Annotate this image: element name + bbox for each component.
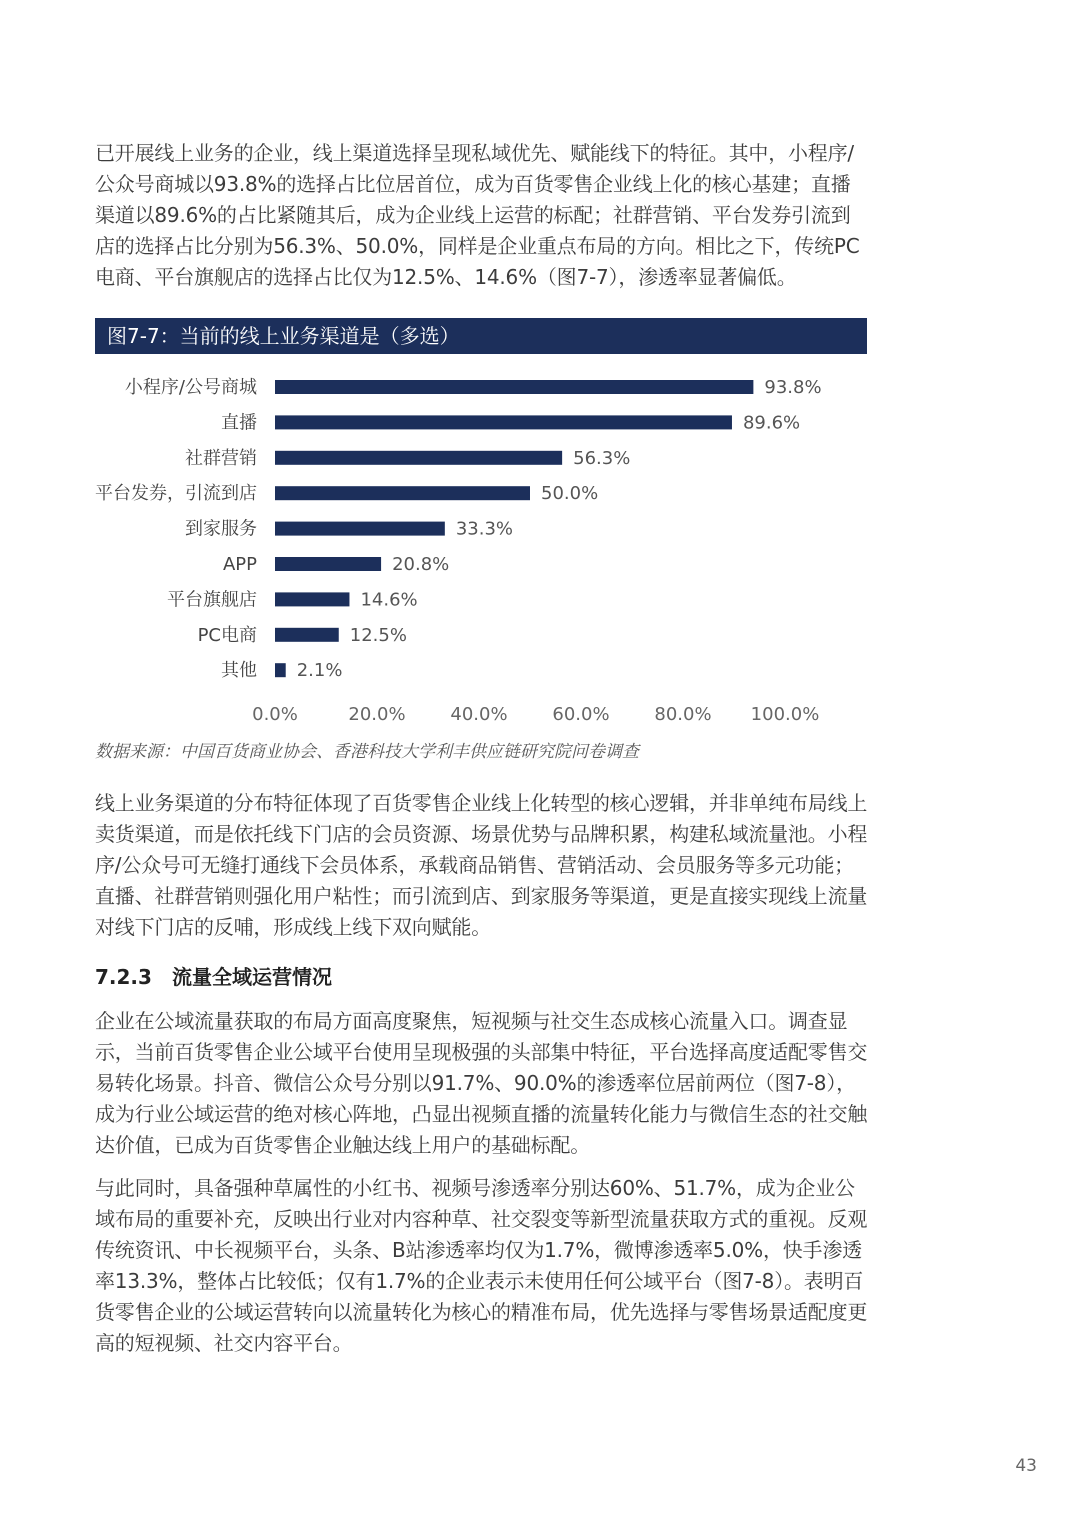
bar: [275, 380, 753, 394]
value-label: 14.6%: [360, 589, 418, 611]
section-heading: 7.2.3 流量全域运营情况: [95, 965, 332, 989]
x-tick-label: 60.0%: [552, 704, 610, 725]
bar: [275, 451, 562, 465]
value-label: 56.3%: [573, 447, 631, 469]
bar: [275, 592, 349, 606]
x-tick-label: 100.0%: [750, 704, 820, 725]
public-traffic-paragraph: 企业在公域流量获取的布局方面高度聚焦，短视频与社交生态成核心流量入口。调查显示，当前百货零售企业公域平台使用呈现极强的头部集中特征，平台选择高度适配零售交易转化场景。抖音、微信公众号分别以91.7%、90.0%的渗透率位居前两位（图7-8），成为行业公域运营的绝对核心阵地，凸显出视频直播的流量转化能力与微信生态的社交触达价值，已成为百货零售企业触达线上用户的基础标配。: [95, 1009, 868, 1157]
content-platform-paragraph: 与此同时，具备强种草属性的小红书、视频号渗透率分别达60%、51.7%，成为企业公域布局的重要补充，反映出行业对内容种草、社交裂变等新型流量获取方式的重视。反观传统资讯、中长视频平台，头条、B站渗透率均仅为1.7%，微博渗透率5.0%，快手渗透率13.3%，整体占比较低；仅有1.7%的企业表示未使用任何公域平台（图7-8）。表明百货零售企业的公域运营转向以流量转化为核心的精准布局，优先选择与零售场景适配度更高的短视频、社交内容平台。: [95, 1176, 868, 1355]
value-label: 2.1%: [296, 660, 343, 682]
category-label: 小程序/公号商城: [124, 377, 257, 398]
category-label: 平台发券，引流到店: [95, 483, 257, 505]
value-label: 33.3%: [455, 518, 514, 540]
category-label: 其他: [221, 660, 257, 682]
data-source-note: 数据来源：中国百货商业协会、香港科技大学利丰供应链研究院问卷调查: [95, 742, 639, 762]
x-tick-label: 40.0%: [450, 704, 508, 725]
value-label: 89.6%: [742, 412, 801, 434]
category-label: PC电商: [197, 624, 257, 646]
figure-title: 图7-7：当前的线上业务渠道是（多选）: [95, 318, 867, 354]
bar: [275, 486, 530, 500]
bar-chart: [0, 360, 1080, 730]
category-label: APP: [222, 554, 257, 575]
page-number: 43: [1015, 1456, 1037, 1476]
value-label: 93.8%: [764, 377, 822, 398]
x-tick-label: 20.0%: [348, 704, 406, 725]
category-label: 到家服务: [185, 518, 257, 540]
category-label: 平台旗舰店: [167, 589, 257, 611]
value-label: 12.5%: [349, 624, 407, 646]
intro-paragraph: 已开展线上业务的企业，线上渠道选择呈现私域优先、赋能线下的特征。其中，小程序/公众号商城以93.8%的选择占比位居首位，成为百货零售企业线上化的核心基建；直播渠道以89.6%的占比紧随其后，成为企业线上运营的标配；社群营销、平台发券引流到店的选择占比分别为56.3%、50.0%，同样是企业重点布局的方向。相比之下，传统PC电商、平台旗舰店的选择占比仅为12.5%、14.6%（图7-7），渗透率显著偏低。: [95, 141, 860, 289]
bar: [275, 628, 339, 642]
x-tick-label: 80.0%: [654, 704, 712, 725]
bar: [275, 663, 286, 677]
x-tick-label: 0.0%: [252, 704, 298, 725]
value-label: 20.8%: [392, 554, 450, 575]
category-label: 直播: [221, 412, 257, 434]
bar: [275, 557, 381, 571]
value-label: 50.0%: [541, 483, 599, 505]
category-label: 社群营销: [185, 447, 257, 469]
analysis-paragraph: 线上业务渠道的分布特征体现了百货零售企业线上化转型的核心逻辑，并非单纯布局线上卖货渠道，而是依托线下门店的会员资源、场景优势与品牌积累，构建私域流量池。小程序/公众号可无缝打通线下会员体系，承载商品销售、营销活动、会员服务等多元功能；直播、社群营销则强化用户粘性；而引流到店、到家服务等渠道，更是直接实现线上流量对线下门店的反哺，形成线上线下双向赋能。: [95, 791, 868, 939]
bar: [275, 522, 445, 536]
bar: [275, 415, 732, 429]
